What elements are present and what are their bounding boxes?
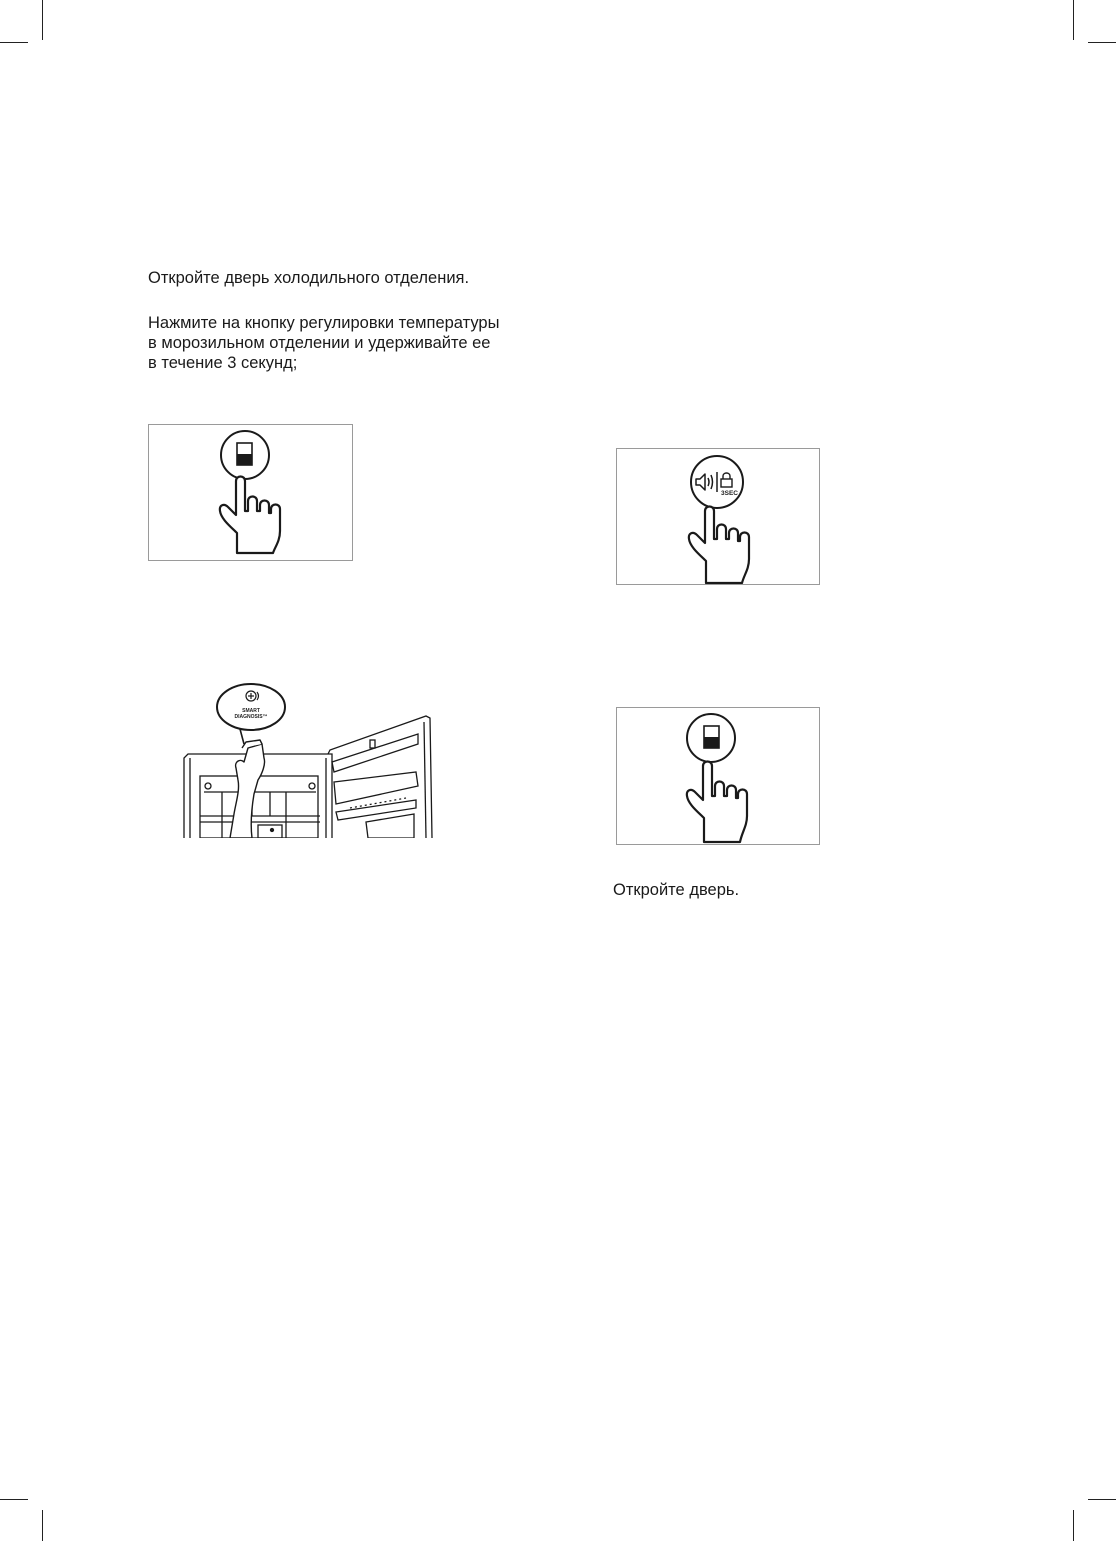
smart-diagnosis-label-line-2: DIAGNOSIS™ (234, 714, 268, 720)
freezer-button-illustration (148, 424, 353, 561)
refrigerator-open-door (328, 716, 432, 838)
freezer-button-illustration-2 (616, 707, 820, 845)
crop-mark-bottom-right-horizontal (1088, 1499, 1116, 1500)
crop-mark-bottom-right-vertical (1073, 1510, 1074, 1541)
refrigerator-smart-diagnosis-illustration (182, 682, 434, 838)
step-press-hold-instruction (148, 313, 499, 373)
instruction-line: Нажмите на кнопку регулировки температуры (148, 314, 500, 332)
crop-mark-bottom-left-vertical (42, 1510, 43, 1541)
step-open-door: Откройте дверь. (613, 881, 740, 899)
pressing-hand-icon (687, 762, 747, 843)
lock-button-illustration (616, 448, 820, 585)
crop-mark-top-right-vertical (1073, 0, 1074, 40)
crop-mark-top-left-horizontal (0, 42, 28, 43)
crop-mark-top-right-horizontal (1088, 42, 1116, 43)
sound-lock-button (691, 456, 743, 508)
freezer-temperature-button-icon (687, 714, 735, 762)
crop-mark-top-left-vertical (42, 0, 43, 40)
reaching-hand-icon (230, 740, 265, 838)
smart-diagnosis-label-line-1: SMART (242, 708, 260, 714)
crop-mark-bottom-left-horizontal (0, 1499, 28, 1500)
pressing-hand-icon (220, 477, 280, 554)
instruction-line: в течение 3 секунд; (148, 354, 298, 372)
lock-hold-duration-label: 3SEC (721, 490, 738, 497)
smart-diagnosis-callout (217, 684, 285, 744)
pressing-hand-icon (689, 507, 749, 584)
freezer-temperature-button-icon (221, 431, 269, 479)
instruction-line: в морозильном отделении и удерживайте ее (148, 334, 491, 352)
step-open-fridge-door: Откройте дверь холодильного отделения. (148, 269, 470, 287)
